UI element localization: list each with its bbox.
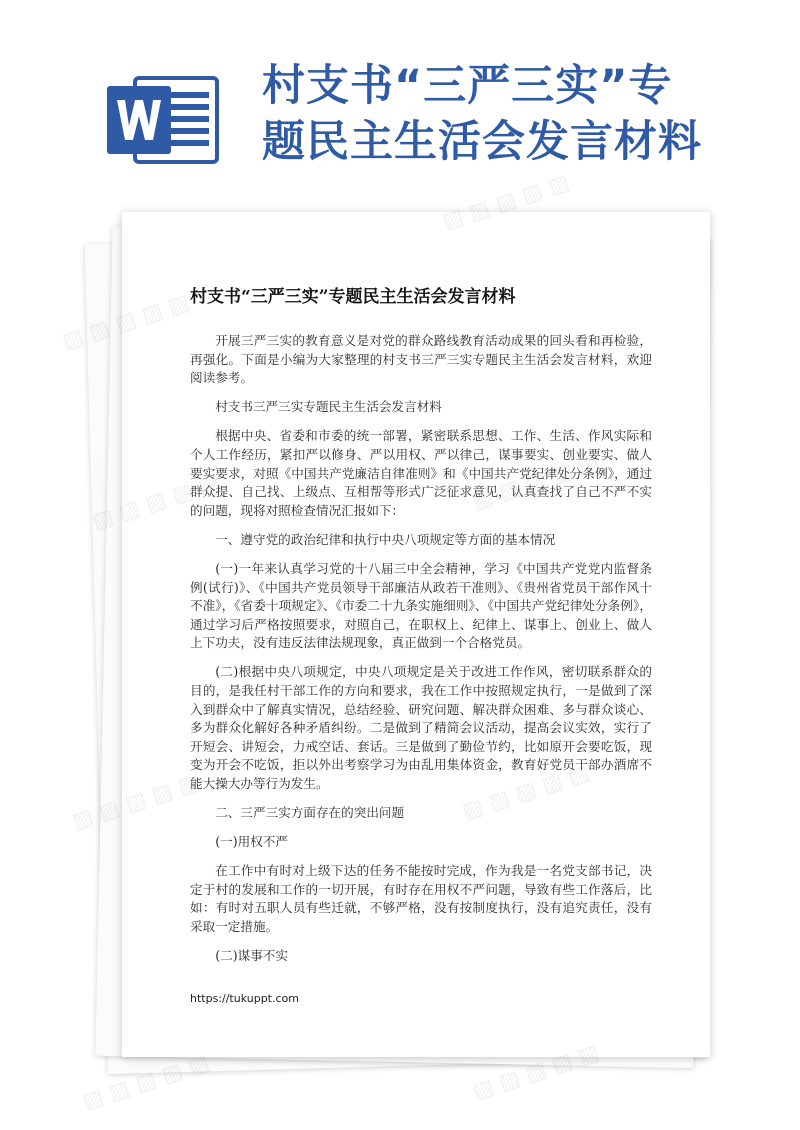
document-body bbox=[190, 332, 652, 976]
paragraph: 一、遵守党的政治纪律和执行中央八项规定等方面的基本情况 bbox=[215, 531, 556, 547]
paragraph: 二、三严三实方面存在的突出问题 bbox=[215, 805, 405, 821]
footer-url: https://tukuppt.com bbox=[190, 992, 299, 1005]
header-banner bbox=[0, 0, 800, 200]
watermark: ▨ bbox=[59, 324, 87, 355]
paragraph: 村支书三严三实专题民主生活会发言材料 bbox=[215, 399, 442, 415]
paragraph: 在工作中有时对上级下达的任务不能按时完成，作为我是一名党支部书记，决定于村的发展和工作的一切开展，有时存在用权不严问题，导致有些工作落后，比如：有时对五职人员有些迁就，不够严格，没有按制度执行，没有追究责任，没有采取一定措施。 bbox=[190, 863, 652, 935]
watermark: ▨ ▨ ▨ ▨ ▨ bbox=[79, 1050, 213, 1115]
word-document-icon bbox=[105, 70, 225, 170]
paragraph: 开展三严三实的教育意义是对党的群众路线教育活动成果的回头看和再检验，再强化。下面是小编为大家整理的村支书三严三实专题民主生活会发言材料，欢迎阅读参考。 bbox=[190, 333, 652, 386]
watermark: ▨ ▨ ▨ ▨ ▨ bbox=[469, 1040, 603, 1105]
header-title: 村支书“三严三实”专题民主生活会发言材料 bbox=[262, 61, 702, 167]
paragraph: (一)一年来认真学习党的十八届三中全会精神，学习《中国共产党党内监督条例(试行)》、《中国共产党员领导干部廉洁从政若干准则》、《贵州省党员干部作风十不准》，《省委十项规定》、《市委二十九条实施细则》、《中国共产党纪律处分条例》，通过学习后严格按照要求，对照自己，在职权上、纪律上、谋事上、创业上、做人上下功夫，没有违反法律法规现象，真正做到一个合格党员。 bbox=[190, 560, 652, 651]
paragraph: (二)根据中央八项规定，中央八项规定是关于改进工作作风，密切联系群众的目的，是我任村干部工作的方向和要求，我在工作中按照规定执行，一是做到了深入到群众中了解真实情况，总结经验、研究问题、解决群众困难、多与群众谈心、多为群众化解好各种矛盾纠纷。二是做到了精简会议活动，提高会议实效，实行了开短会、讲短会，力戒空话、套话。三是做到了勤俭节约，比如原开会要吃饭，现变为开会不吃饭，拒以外出考察学习为由乱用集体资金，教育好党员干部办酒席不能大操大办等行为发生。 bbox=[190, 664, 652, 791]
document-title: 村支书“三严三实”专题民主生活会发言材料 bbox=[190, 287, 516, 307]
paragraph: 根据中央、省委和市委的统一部署，紧密联系思想、工作、生活、作风实际和个人工作经历，紧扣严以修身、严以用权、严以律己，谋事要实、创业要实、做人要实要求，对照《中国共产党廉洁自律准则》和《中国共产党纪律处分条例》，通过群众提、自己找、上级点、互相帮等形式广泛征求意见，认真查找了自己不严不实的问题，现将对照检查情况汇报如下： bbox=[190, 428, 652, 518]
watermark: ▨ bbox=[69, 804, 97, 835]
watermark: ▨ ▨ ▨ ▨ ▨ bbox=[439, 170, 573, 235]
paragraph: (二)谋事不实 bbox=[215, 948, 288, 964]
paragraph: (一)用权不严 bbox=[215, 834, 288, 850]
document-page bbox=[122, 212, 710, 1057]
